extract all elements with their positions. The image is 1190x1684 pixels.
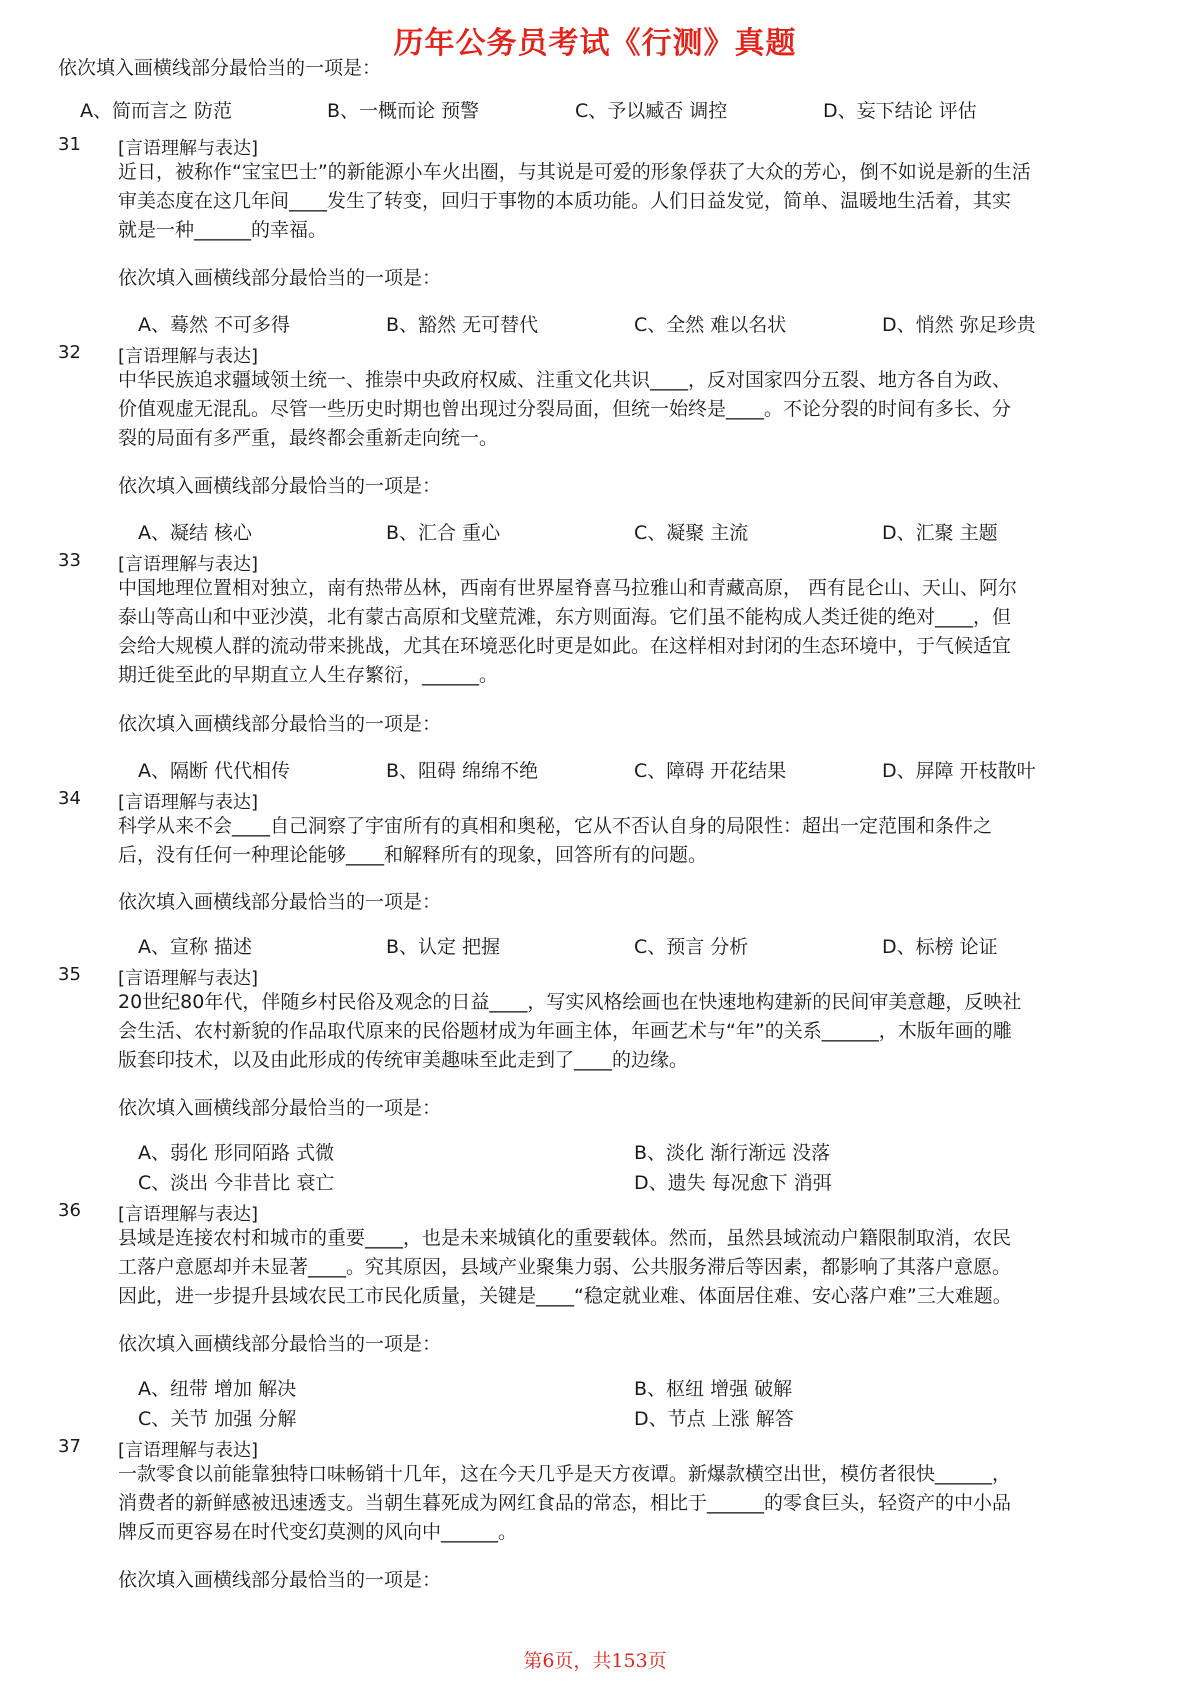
q32-line-2: 价值观虚无混乱。尽管一些历史时期也曾出现过分裂局面，但统一始终是____。不论分裂的时间有多长、分 [118,398,1012,420]
q31-option-c: C、全然 难以名状 [634,314,787,336]
q33-stem [118,574,1118,690]
q37-type: [言语理解与表达] [118,1440,259,1461]
q37-stem [118,1460,1118,1547]
q33-option-b: B、阻碍 绵绵不绝 [386,760,539,782]
q31-type: [言语理解与表达] [118,138,259,159]
q36-option-d: D、节点 上涨 解答 [634,1408,794,1430]
q32-option-b: B、汇合 重心 [386,522,501,544]
q34-option-d: D、标榜 论证 [882,936,998,958]
q36-option-a: A、纽带 增加 解决 [138,1378,297,1400]
q35-number: 35 [58,964,81,985]
q32-number: 32 [58,342,81,363]
q35-option-a: A、弱化 形同陌路 式微 [138,1142,335,1164]
q34-option-c: C、预言 分析 [634,936,749,958]
q36-line-2: 工落户意愿却并未显著____。究其原因，县域产业聚集力弱、公共服务滞后等因素，都影响了其落户意愿。 [118,1256,1012,1278]
q33-line-4: 期迁徙至此的早期直立人生存繁衍，______。 [118,664,499,686]
q33-number: 33 [58,550,81,571]
q35-option-c: C、淡出 今非昔比 衰亡 [138,1172,335,1194]
q32-stem [118,366,1118,453]
q32-line-3: 裂的局面有多严重，最终都会重新走向统一。 [118,427,499,449]
q36-type: [言语理解与表达] [118,1204,259,1225]
q31-option-b: B、豁然 无可替代 [386,314,539,336]
q32-type: [言语理解与表达] [118,346,259,367]
q34-line-1: 科学从来不会____自己洞察了宇宙所有的真相和奥秘，它从不否认自身的局限性：超出一定范围和条件之 [118,815,993,837]
q35-line-1: 20世纪80年代，伴随乡村民俗及观念的日益____，写实风格绘画也在快速地构建新的民间审美意趣，反映社 [118,991,1022,1013]
q36-line-3: 因此，进一步提升县域农民工市民化质量，关键是____“稳定就业难、体面居住难、安心落户难”三大难题。 [118,1285,1012,1307]
q35-line-2: 会生活、农村新貌的作品取代原来的民俗题材成为年画主体，年画艺术与“年”的关系______，木版年画的雕 [118,1020,1012,1042]
q37-number: 37 [58,1436,81,1457]
q34-option-a: A、宣称 描述 [138,936,253,958]
q30-option-d: D、妄下结论 评估 [823,100,977,122]
q35-stem [118,988,1118,1075]
q37-prompt: 依次填入画横线部分最恰当的一项是： [118,1569,442,1591]
q32-prompt: 依次填入画横线部分最恰当的一项是： [118,475,442,497]
q36-prompt: 依次填入画横线部分最恰当的一项是： [118,1333,442,1355]
q35-type: [言语理解与表达] [118,968,259,989]
q31-number: 31 [58,134,81,155]
q32-option-c: C、凝聚 主流 [634,522,749,544]
page-title: 历年公务员考试《行测》真题 [393,26,797,61]
q33-prompt: 依次填入画横线部分最恰当的一项是： [118,713,442,735]
q30-option-b: B、一概而论 预警 [327,100,480,122]
q33-type: [言语理解与表达] [118,554,259,575]
q30-option-c: C、予以臧否 调控 [575,100,728,122]
q36-line-1: 县域是连接农村和城市的重要____，也是未来城镇化的重要载体。然而，虽然县域流动户籍限制取消，农民 [118,1227,1012,1249]
q34-prompt: 依次填入画横线部分最恰当的一项是： [118,891,442,913]
q33-line-2: 泰山等高山和中亚沙漠，北有蒙古高原和戈壁荒滩，东方则面海。它们虽不能构成人类迁徙的绝对____，但 [118,606,1012,628]
q36-stem [118,1224,1118,1311]
q30-option-a: A、简而言之 防范 [80,100,233,122]
q31-prompt: 依次填入画横线部分最恰当的一项是： [118,267,442,289]
q31-option-a: A、蓦然 不可多得 [138,314,291,336]
q36-option-b: B、枢纽 增强 破解 [634,1378,793,1400]
q31-stem [118,158,1118,245]
q33-line-3: 会给大规模人群的流动带来挑战，尤其在环境恶化时更是如此。在这样相对封闭的生态环境中，于气候适宜 [118,635,1012,657]
q34-type: [言语理解与表达] [118,792,259,813]
q35-line-3: 版套印技术，以及由此形成的传统审美趣味至此走到了____的边缘。 [118,1049,689,1071]
q36-number: 36 [58,1200,81,1221]
q32-option-a: A、凝结 核心 [138,522,253,544]
q36-option-c: C、关节 加强 分解 [138,1408,297,1430]
q31-line-1: 近日，被称作“宝宝巴士”的新能源小车火出圈，与其说是可爱的形象俘获了大众的芳心，倒不如说是新的生活 [118,161,1031,183]
q33-line-1: 中国地理位置相对独立，南有热带丛林，西南有世界屋脊喜马拉雅山和青藏高原， 西有昆仑山、天山、阿尔 [118,577,1018,599]
q32-option-d: D、汇聚 主题 [882,522,998,544]
q35-prompt: 依次填入画横线部分最恰当的一项是： [118,1097,442,1119]
q37-line-2: 消费者的新鲜感被迅速透支。当朝生暮死成为网红食品的常态，相比于______的零食巨头，轻资产的中小品 [118,1492,1012,1514]
q34-line-2: 后，没有任何一种理论能够____和解释所有的现象，回答所有的问题。 [118,844,708,866]
q31-line-2: 审美态度在这几年间____发生了转变，回归于事物的本质功能。人们日益发觉，简单、温暖地生活着，其实 [118,190,1012,212]
q32-line-1: 中华民族追求疆域领土统一、推崇中央政府权威、注重文化共识____，反对国家四分五裂、地方各自为政、 [118,369,1012,391]
q34-stem [118,812,1118,870]
q34-option-b: B、认定 把握 [386,936,501,958]
q33-option-d: D、屏障 开枝散叶 [882,760,1036,782]
q37-line-1: 一款零食以前能靠独特口味畅销十几年，这在今天几乎是天方夜谭。新爆款横空出世，模仿者很快______， [118,1463,1012,1485]
q31-line-3: 就是一种______的幸福。 [118,219,328,241]
q30-prompt: 依次填入画横线部分最恰当的一项是： [58,57,382,79]
q37-line-3: 牌反而更容易在时代变幻莫测的风向中______。 [118,1521,518,1543]
q34-number: 34 [58,788,81,809]
q33-option-c: C、障碍 开花结果 [634,760,787,782]
q31-option-d: D、悄然 弥足珍贵 [882,314,1036,336]
q35-option-d: D、遗失 每况愈下 消弭 [634,1172,832,1194]
q35-option-b: B、淡化 渐行渐远 没落 [634,1142,831,1164]
q33-option-a: A、隔断 代代相传 [138,760,291,782]
page-footer: 第6页，共153页 [523,1650,667,1672]
